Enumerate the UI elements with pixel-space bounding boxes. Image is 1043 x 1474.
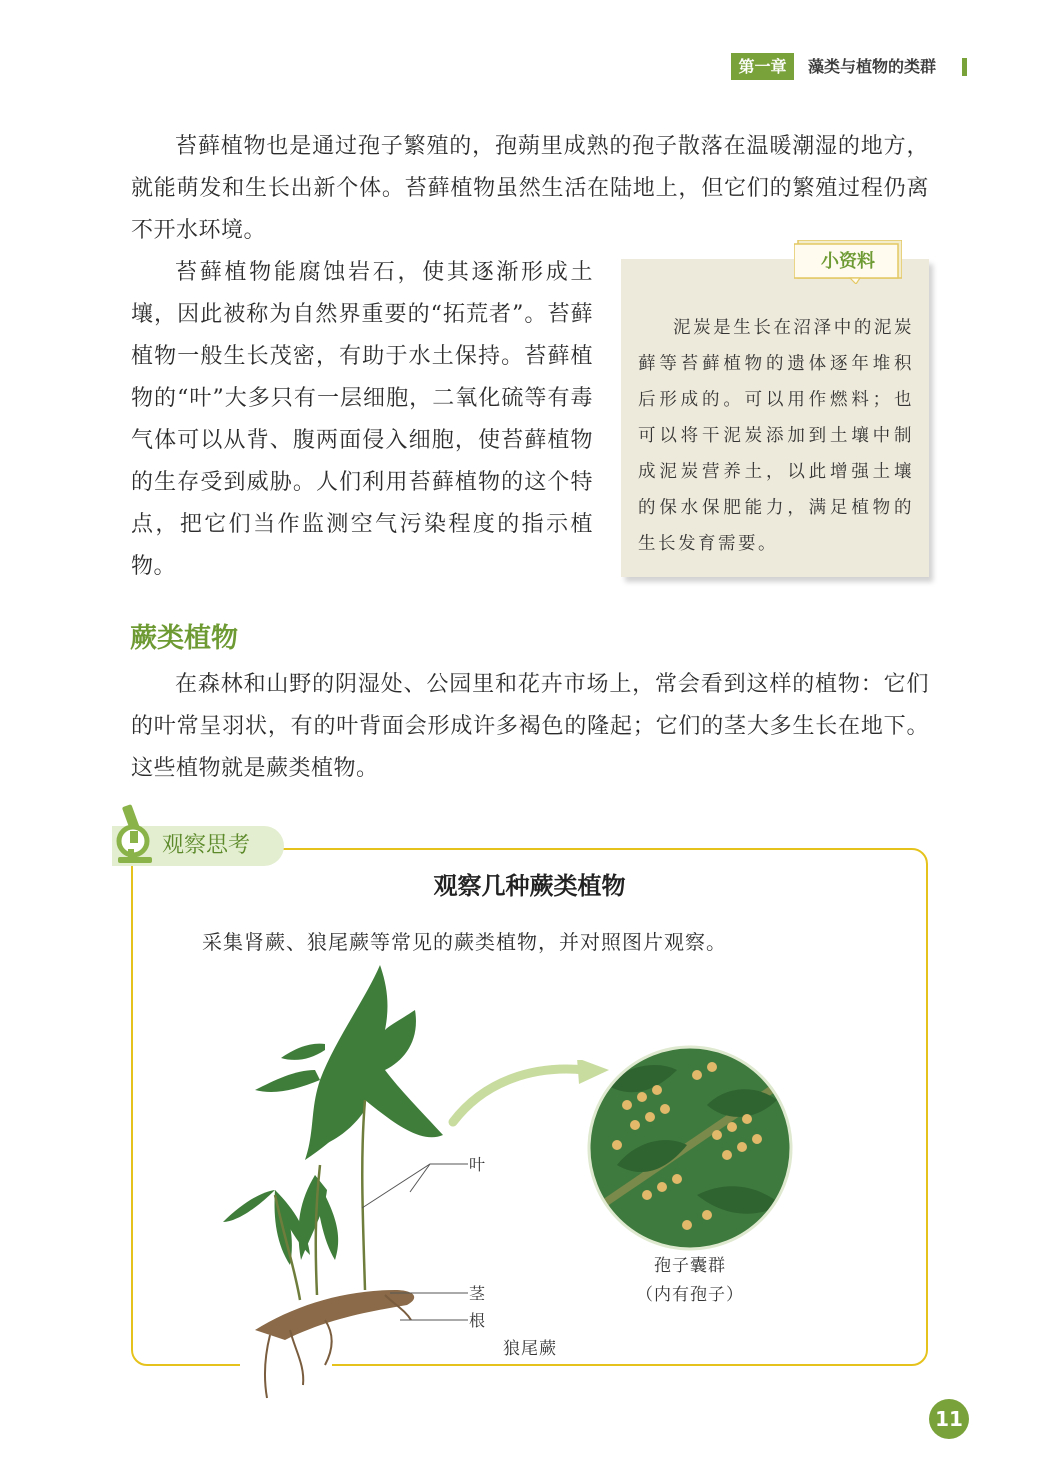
page-number: 11 xyxy=(929,1399,969,1439)
info-tag-label: 小资料 xyxy=(821,251,875,272)
caption-sori: 孢子囊群 xyxy=(654,1256,726,1276)
paragraph-fern-intro: 在森林和山野的阴湿处、公园里和花卉市场上，常会看到这样的植物：它们的叶常呈羽状，有的叶背面会形成许多褐色的隆起；它们的茎大多生长在地下。这些植物就是蕨类植物。 xyxy=(131,672,929,781)
sori-magnified-view xyxy=(587,1045,793,1251)
chapter-bar xyxy=(962,58,967,76)
paragraph-moss-pioneer: 苔藓植物能腐蚀岩石，使其逐渐形成土壤，因此被称为自然界重要的“拓荒者”。苔藓植物一般生长茂密，有助于水土保持。苔藓植物的“叶”大多只有一层细胞，二氧化硫等有毒气体可以从背、腹两面侵入细胞，使苔藓植物的生存受到威胁。人们利用苔藓植物的这个特点，把它们当作监测空气污染程度的指示植物。 xyxy=(131,260,593,579)
observe-title: 观察几种蕨类植物 xyxy=(433,872,626,900)
section-heading: 蕨类植物 xyxy=(130,623,238,654)
observe-instruction: 采集肾蕨、狼尾蕨等常见的蕨类植物，并对照图片观察。 xyxy=(202,930,727,954)
label-stem: 茎 xyxy=(469,1284,486,1303)
caption-plant-name: 狼尾蕨 xyxy=(503,1339,557,1359)
chapter-tag: 第一章 xyxy=(731,53,794,80)
info-box-text: 泥炭是生长在沼泽中的泥炭藓等苔藓植物的遗体逐年堆积后形成的。可以用作燃料；也可以将干泥炭添加到土壤中制成泥炭营养土，以此增强土壤的保水保肥能力，满足植物的生长发育需要。 xyxy=(638,318,914,554)
observe-tag-label: 观察思考 xyxy=(162,833,251,858)
label-root: 根 xyxy=(469,1311,486,1330)
microscope-icon xyxy=(112,803,162,867)
label-leaf: 叶 xyxy=(469,1155,486,1174)
chapter-title: 藻类与植物的类群 xyxy=(808,57,937,76)
caption-sori-note: （内有孢子） xyxy=(636,1285,744,1305)
paragraph-moss-reproduction: 苔藓植物也是通过孢子繁殖的，孢蒴里成熟的孢子散落在温暖潮湿的地方，就能萌发和生长出新个体。苔藓植物虽然生活在陆地上，但它们的繁殖过程仍离不开水环境。 xyxy=(131,134,929,243)
label-leader-lines xyxy=(360,1150,470,1330)
